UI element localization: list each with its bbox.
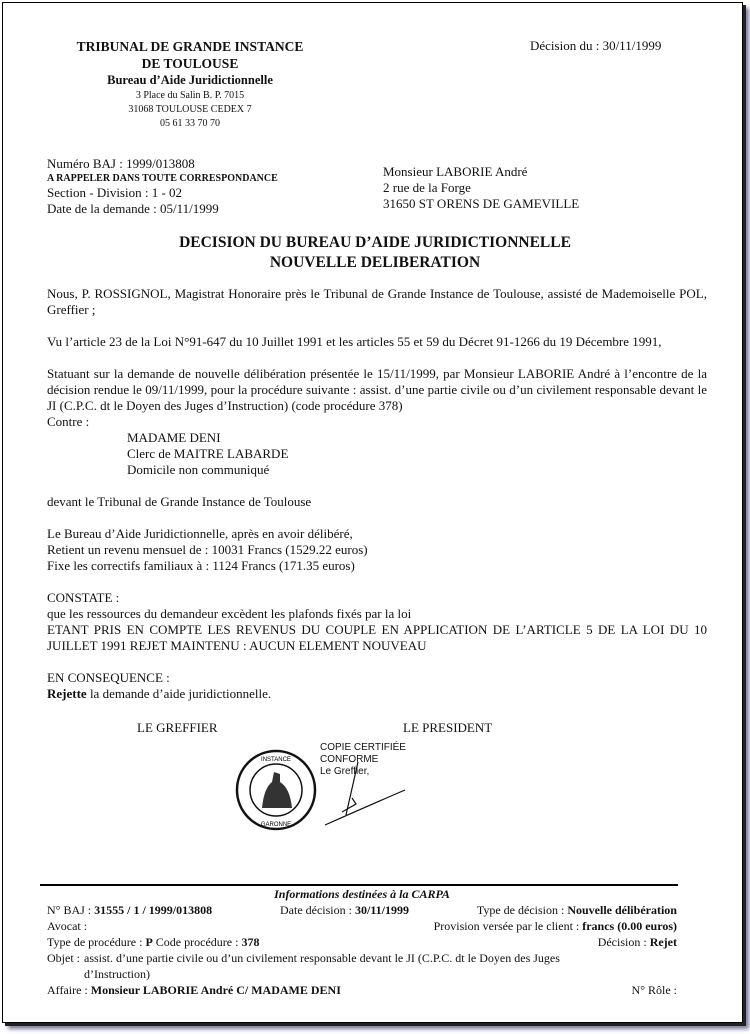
carpa-avocat: Avocat : xyxy=(47,919,88,933)
rappel-notice: A RAPPELER DANS TOUTE CORRESPONDANCE xyxy=(47,173,278,184)
rejette-line xyxy=(47,686,707,702)
constate-text: que les ressources du demandeur excèdent les plafonds fixés par la loi xyxy=(47,606,412,621)
recipient-name: Monsieur LABORIE André xyxy=(383,164,528,179)
deliberation-block xyxy=(47,526,707,574)
recipient-city: 31650 ST ORENS DE GAMEVILLE xyxy=(383,196,580,211)
carpa-baj: N° BAJ : 31555 / 1 / 1999/013808 xyxy=(47,903,213,917)
reference-block xyxy=(47,156,278,217)
document-title xyxy=(0,233,750,273)
stamp-line: COPIE CERTIFIÉE xyxy=(320,742,406,753)
carpa-affaire: Affaire : Monsieur LABORIE André C/ MADAME DENI xyxy=(47,983,341,997)
opposing-party xyxy=(47,430,707,478)
rejette-text: la demande d’aide juridictionnelle. xyxy=(86,686,272,701)
court-seal-icon xyxy=(234,748,318,832)
party-role: Clerc de MAITRE LABARDE xyxy=(127,446,289,461)
date-demande: Date de la demande : 05/11/1999 xyxy=(47,201,219,216)
carpa-provision: Provision versée par le client : francs (0.00 euros) xyxy=(433,919,677,933)
svg-text:INSTANCE: INSTANCE xyxy=(261,757,291,763)
phone: 05 61 33 70 70 xyxy=(160,118,220,129)
carpa-row xyxy=(47,934,677,950)
carpa-procedure: Type de procédure : P Code procédure : 378 xyxy=(47,935,260,949)
signature-icon xyxy=(320,760,410,830)
carpa-section xyxy=(47,886,677,998)
address-line: 31068 TOULOUSE CEDEX 7 xyxy=(128,104,252,115)
address-line: 3 Place du Salin B. P. 7015 xyxy=(135,90,245,101)
carpa-type: Type de décision : Nouvelle délibération xyxy=(476,903,677,917)
bureau-name: Bureau d’Aide Juridictionnelle xyxy=(107,73,273,87)
svg-text:GARONNE: GARONNE xyxy=(260,822,292,828)
bureau-line: Le Bureau d’Aide Juridictionnelle, après en avoir délibéré, xyxy=(47,526,353,541)
intro-paragraph: Nous, P. ROSSIGNOL, Magistrat Honoraire près le Tribunal de Grande Instance de Toulouse, assisté de Mademoiselle POL, Greffier ; xyxy=(47,286,707,317)
party-name: MADAME DENI xyxy=(127,430,221,445)
carpa-row xyxy=(47,918,677,934)
stamp-line: Le Greffier, xyxy=(320,766,370,777)
court-name: TRIBUNAL DE GRANDE INSTANCE xyxy=(76,39,304,54)
vu-paragraph: Vu l’article 23 de la Loi N°91-647 du 10 Juillet 1991 et les articles 55 et 59 du Décret 91-1266 du 19 Décembre 1991, xyxy=(47,334,662,349)
recipient-address xyxy=(383,164,579,212)
consequence-block xyxy=(47,670,707,702)
carpa-role: N° Rôle : xyxy=(631,983,677,997)
president-label: LE PRESIDENT xyxy=(403,720,493,735)
stamp-line: CONFORME xyxy=(320,754,379,765)
carpa-decision: Décision : Rejet xyxy=(597,935,677,949)
carpa-objet: Objet : assist. d’une partie civile ou d’un civilement responsable devant le JI (C.P.C. dt le Doyen des Juges d’Instruction) xyxy=(47,951,560,981)
court-header xyxy=(40,38,340,131)
devant-line: devant le Tribunal de Grande Instance de Toulouse xyxy=(47,494,312,509)
carpa-row xyxy=(47,902,677,918)
title-line: NOUVELLE DELIBERATION xyxy=(269,254,481,271)
rejette-word: Rejette xyxy=(47,686,87,701)
correctifs-line: Fixe les correctifs familiaux à : 1124 Francs (171.35 euros) xyxy=(47,558,355,573)
numero-baj: Numéro BAJ : 1999/013808 xyxy=(47,156,195,171)
contre-label: Contre : xyxy=(47,414,90,429)
constate-text: ETANT PRIS EN COMPTE LES REVENUS DU COUPLE EN APPLICATION DE L’ARTICLE 5 DE LA LOI DU 10 JUILLET 1991 REJET MAINTENU : AUCUN ELEMENT NOUVEAU xyxy=(47,622,707,653)
carpa-row xyxy=(47,982,677,998)
court-city: DE TOULOUSE xyxy=(141,56,239,71)
revenu-line: Retient un revenu mensuel de : 10031 Francs (1529.22 euros) xyxy=(47,542,368,557)
constate-label: CONSTATE : xyxy=(47,590,120,605)
section-division: Section - Division : 1 - 02 xyxy=(47,185,183,200)
title-line: DECISION DU BUREAU D’AIDE JURIDICTIONNELLE xyxy=(179,234,571,251)
carpa-heading: Informations destinées à la CARPA xyxy=(274,887,450,901)
decision-date: Décision du : 30/11/1999 xyxy=(530,38,662,53)
recipient-street: 2 rue de la Forge xyxy=(383,180,471,195)
carpa-date: Date décision : 30/11/1999 xyxy=(280,903,409,917)
statuant-paragraph: Statuant sur la demande de nouvelle délibération présentée le 15/11/1999, par Monsieur LABORIE André à l’encontre de la décision rendue le 09/11/1999, pour la procédure suivante : assist. d’une partie civile ou d’un civilement responsable devant le JI (C.P.C. dt le Doyen des Juges d’Instruction) (code procédure 378) xyxy=(47,366,707,413)
constate-block xyxy=(47,590,707,654)
greffier-label: LE GREFFIER xyxy=(137,720,218,735)
consequence-label: EN CONSEQUENCE : xyxy=(47,670,170,685)
party-address: Domicile non communiqué xyxy=(127,462,270,477)
